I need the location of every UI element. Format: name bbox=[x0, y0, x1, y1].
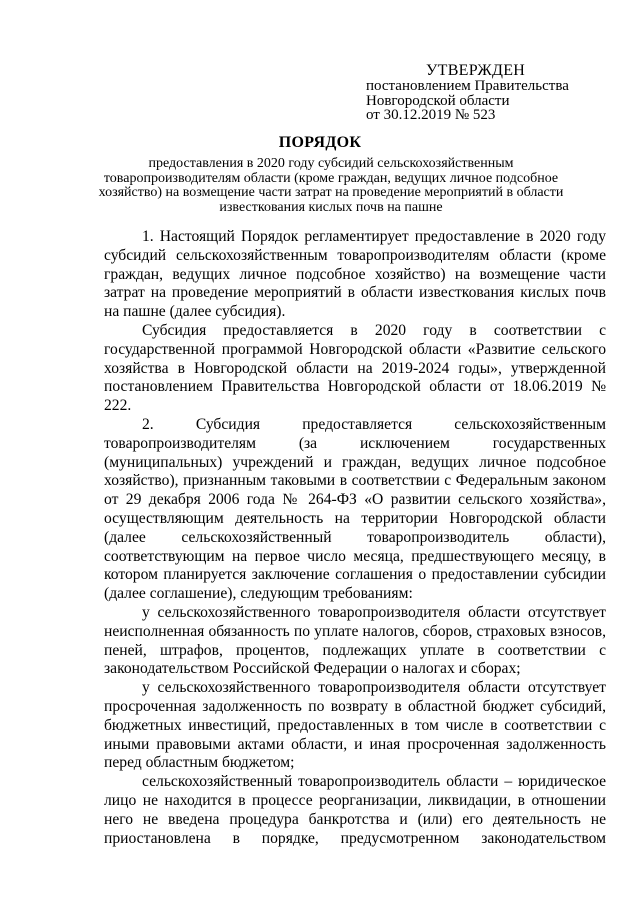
subtitle-line: хозяйство) на возмещение части затрат на проведение мероприятий в области bbox=[98, 185, 564, 200]
subtitle-line: известкования кислых почв на пашне bbox=[219, 199, 443, 215]
paragraph: у сельскохозяйственного товаропроизводителя области отсутствует просроченная задолженность по возврату в областной бюджет субсидий, бюджетных инвестиций, предоставленных в том числе в соответствии с иными правовыми актами области, и иная просроченная задолженность перед областным бюджетом; bbox=[104, 679, 606, 772]
document-subtitle bbox=[70, 157, 592, 215]
paragraph: 2. Субсидия предоставляется сельскохозяйственным товаропроизводителям (за исключением государственных (муниципальных) учреждений и граждан, ведущих личное подсобное хозяйство), признанным таковыми в соответствии с Федеральным законом от 29 декабря 2006 года № 264-ФЗ «О развитии сельского хозяйства», осуществляющим деятельность на территории Новгородской области (далее сельскохозяйственный товаропроизводитель области), соответствующим на первое число месяца, предшествующего месяцу, в котором планируется заключение соглашения о предоставлении субсидии (далее соглашение), следующим требованиям: bbox=[104, 415, 606, 603]
approval-title: УТВЕРЖДЕН bbox=[426, 62, 526, 79]
paragraph: сельскохозяйственный товаропроизводитель области – юридическое лицо не находится в процессе реорганизации, ликвидации, в отношении него не введена процедура банкротства и (или) его деятельность не приостановлена в порядке, предусмотренном законодательством bbox=[104, 773, 606, 847]
paragraph: 1. Настоящий Порядок регламентирует предоставление в 2020 году субсидий сельскохозяйственным товаропроизводителям области (кроме граждан, ведущих личное подсобное хозяйство) на возмещение части затрат на проведение мероприятий в области известкования кислых почв на пашне (далее субсидия). bbox=[104, 228, 606, 321]
approval-line: Новгородской области bbox=[366, 92, 510, 109]
approval-line: от 30.12.2019 № 523 bbox=[366, 107, 496, 123]
document-title: ПОРЯДОК bbox=[278, 134, 362, 151]
approval-line: постановлением Правительства bbox=[366, 78, 569, 94]
paragraph: Субсидия предоставляется в 2020 году в соответствии с государственной программой Новгородской области «Развитие сельского хозяйства в Новгородской области на 2019-2024 годы», утвержденной постановлением Правительства Новгородской области от 18.06.2019 № 222. bbox=[104, 321, 606, 415]
subtitle-line: предоставления в 2020 году субсидий сельскохозяйственным bbox=[148, 156, 514, 171]
approval-block bbox=[366, 79, 569, 123]
paragraph: у сельскохозяйственного товаропроизводителя области отсутствует неисполненная обязанность по уплате налогов, сборов, страховых взносов, пеней, штрафов, процентов, подлежащих уплате в соответствии с законодательством Российской Федерации о налогах и сборах; bbox=[104, 603, 606, 678]
document-body bbox=[104, 228, 606, 848]
subtitle-line: товаропроизводителям области (кроме граждан, ведущих личное подсобное bbox=[103, 170, 559, 186]
